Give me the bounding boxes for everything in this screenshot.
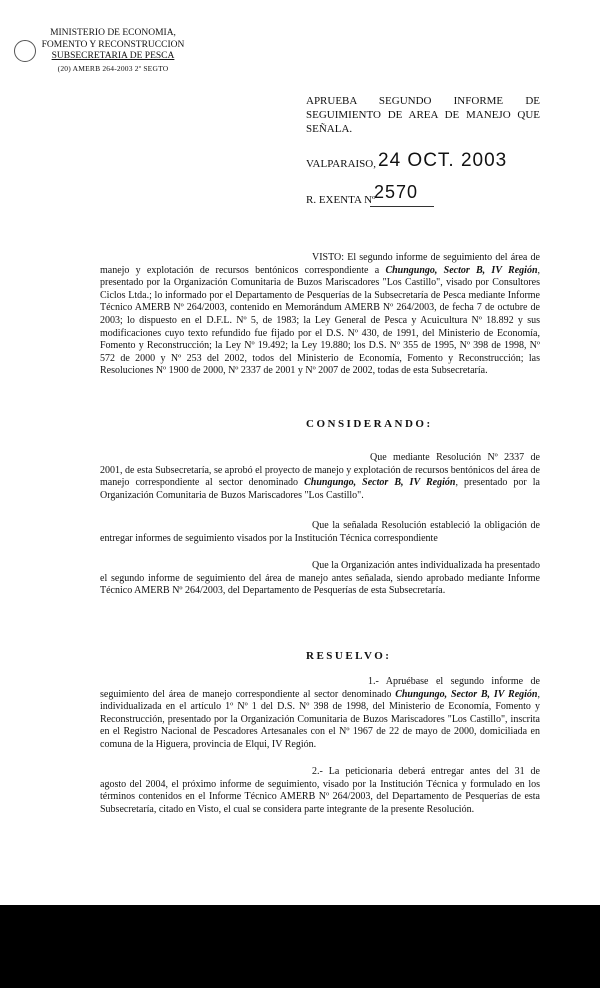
resolution-subject: APRUEBA SEGUNDO INFORME DE SEGUIMIENTO DE AREA DE MANEJO QUE SEÑALA. [306, 95, 540, 135]
resolution-number-block [306, 182, 446, 208]
place-date [306, 150, 546, 176]
resuelvo-1-text-1: 1.- Apruébase el segundo informe de seguimiento del área de manejo correspondiente al sector denominado [100, 676, 540, 700]
visto-paragraph [100, 252, 540, 378]
considerando-2: Que la señalada Resolución estableció la obligación de entregar informes de seguimiento visados por la Institución Técnica correspondiente [100, 520, 540, 544]
letterhead-reference: (20) AMERB 264-2003 2º SEGTO [57, 63, 169, 73]
considerando-3: Que la Organización antes individualizada ha presentado el segundo informe de seguimiento del área de manejo antes señalada, siendo aprobado mediante Informe Técnico AMERB Nº 264/2003, del Departamento de Pesquerías de esta Subsecretaría. [100, 560, 540, 597]
letterhead-ministry: MINISTERIO DE ECONOMIA, [50, 28, 176, 38]
considerando-1-sector: Chungungo, Sector B, IV Región [304, 477, 456, 489]
considerando-1-text-2: , presentado por la Organización Comunitaria de Buzos Mariscadores "Los Castillo". [100, 477, 540, 501]
considerando-1-text-1: Que mediante Resolución Nº 2337 de 2001, de esta Subsecretaría, se aprobó el proyecto de manejo y explotación de recursos bentónicos del área de manejo correspondiente al sector denominado [100, 452, 540, 489]
visto-text-1: VISTO: El segundo informe de seguimiento del área de manejo y explotación de recursos bentónicos correspondiente a [100, 252, 540, 276]
resuelvo-1-text-2: , individualizada en el artículo 1º Nº 1 del D.S. Nº 398 de 1998, del Ministerio de Economía, Fomento y Reconstrucción, presentado por la Organización Comunitaria de Buzos Mariscadores "Los Castillo", inscrita en el Registro Nacional de Pescadores Artesanales con el Nº 1967 de 22 de mayo de 2000, domiciliada en comuna de la Higuera, provincia de Elqui, IV Región. [100, 688, 540, 750]
resolution-number: 2570 [374, 182, 419, 202]
resolution-label: R. EXENTA Nº [306, 194, 376, 206]
resuelvo-heading: RESUELVO: [306, 650, 392, 662]
place-label: VALPARAISO, [306, 158, 376, 170]
letterhead [28, 28, 198, 74]
considerando-heading: CONSIDERANDO: [306, 418, 433, 430]
visto-text-2: , presentado por la Organización Comunitaria de Buzos Mariscadores "Los Castillo", visado por Consultores Ciclos Ltda.; lo informado por el Departamento de Pesquerías de la Subsecretaría de Pesca mediante Informe Técnico AMERB Nº 264/2003, contenido en Memorándum AMERB Nº 264/2003, de fecha 7 de octubre de 2003; lo dispuesto en el D.F.L. Nº 5, de 1983; la Ley General de Pesca y Acuicultura Nº 18.892 y sus modificaciones cuyo texto refundido fue fijado por el D.S. Nº 430, de 1991, del Ministerio de Economía, Fomento y Reconstrucción; la Ley Nº 19.492; la Ley 19.880; los D.S. Nº 355 de 1995, Nº 398 de 1998, Nº 572 de 2000 y Nº 253 del 2002, todos del Ministerio de Economía, Fomento y Reconstrucción; las Resoluciones Nº 1900 de 2000, Nº 2337 de 2001 y Nº 2007 de 2002, todas de esta Subsecretaría. [100, 264, 541, 377]
resuelvo-1-sector: Chungungo, Sector B, IV Región [395, 688, 538, 700]
scan-bottom-margin [0, 905, 600, 988]
resuelvo-1 [100, 676, 540, 752]
visto-sector: Chungungo, Sector B, IV Región [385, 264, 538, 276]
considerando-1 [100, 452, 540, 502]
resuelvo-2: 2.- La peticionaria deberá entregar antes del 31 de agosto del 2004, el próximo informe de seguimiento, visado por la Institución Técnica y formulado en los términos contenidos en el Informe Técnico AMERB Nº 264/2003, del Departamento de Pesquerías de esta Subsecretaría, citado en Visto, el cual se considera parte integrante de la presente Resolución. [100, 766, 540, 815]
letterhead-subsecretaria: SUBSECRETARIA DE PESCA [51, 51, 175, 61]
date-stamp: 24 OCT. 2003 [378, 150, 508, 171]
letterhead-ministry-2: FOMENTO Y RECONSTRUCCION [41, 39, 185, 50]
resolution-underline [370, 206, 434, 207]
